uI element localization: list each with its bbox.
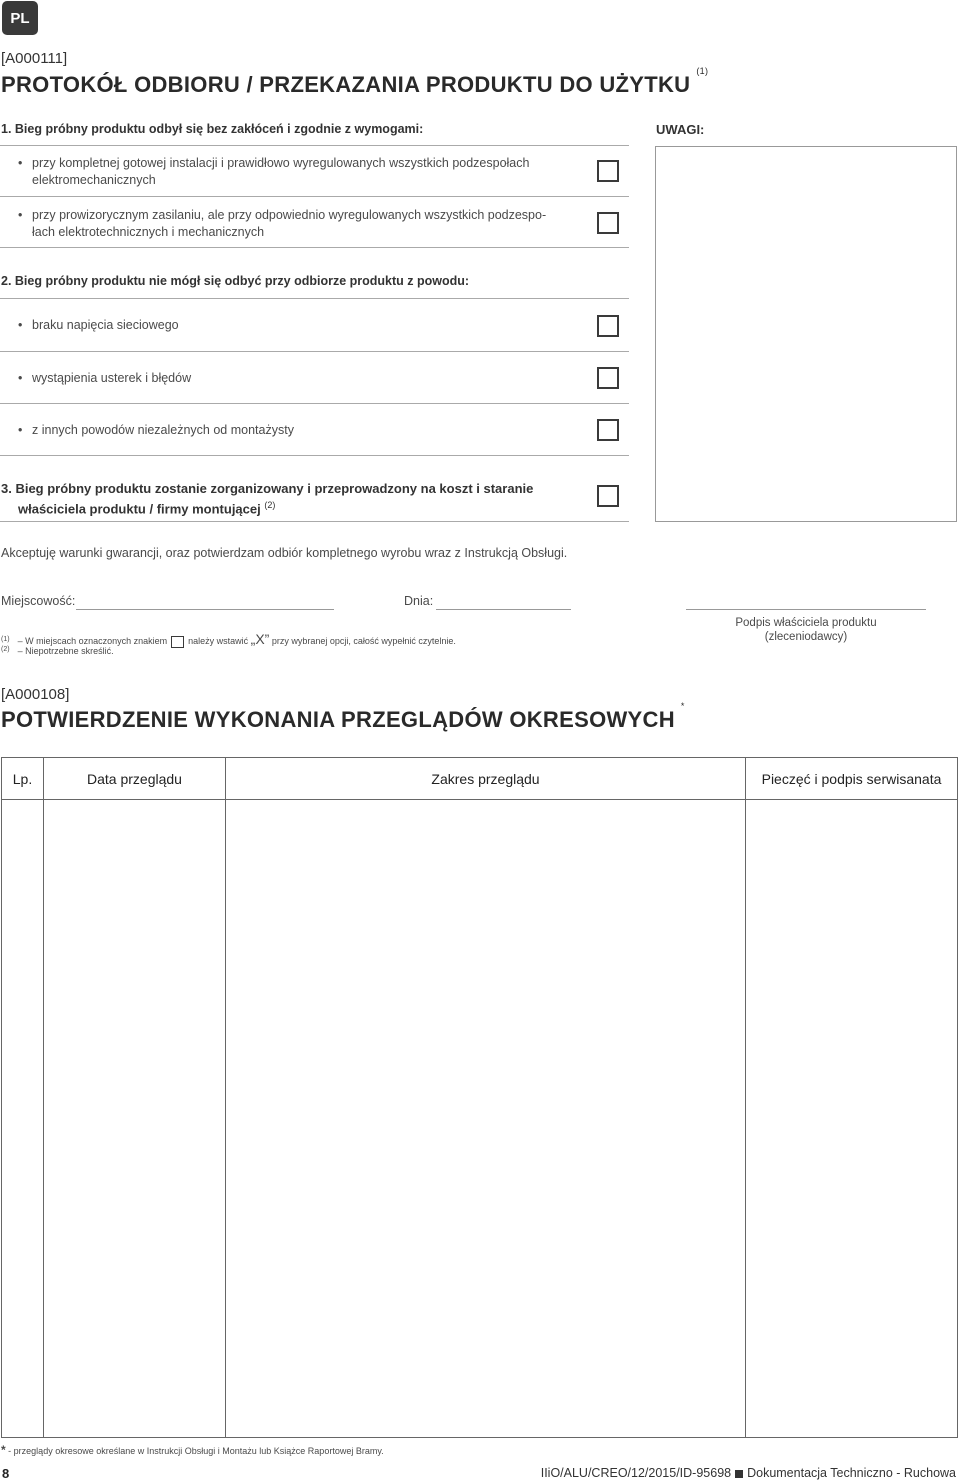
cell-stamp-signature[interactable] — [746, 800, 958, 1438]
signature-caption — [686, 616, 926, 644]
part2-item-3 — [18, 422, 294, 439]
part1-item-2-line2: łach elektrotechnicznych i mechanicznych — [32, 225, 265, 239]
divider — [0, 145, 629, 146]
document-code: IIiO/ALU/CREO/12/2015/ID-95698 — [540, 1466, 732, 1480]
bullet: • — [18, 318, 23, 332]
section2-title-ref: * — [680, 700, 685, 711]
remarks-field[interactable] — [655, 146, 957, 522]
column-header-date: Data przeglądu — [44, 758, 226, 800]
footnote-2-text: – Niepotrzebne skreślić. — [17, 646, 114, 656]
divider — [0, 351, 629, 352]
checkbox-part1-item-1[interactable] — [597, 160, 619, 182]
divider — [0, 403, 629, 404]
section1-code: [A000111] — [1, 50, 68, 67]
bullet: • — [18, 156, 23, 170]
signature-field[interactable] — [686, 609, 926, 610]
separator-square-icon — [735, 1470, 743, 1478]
checkbox-part3[interactable] — [597, 485, 619, 507]
part1-item-1-line1: przy kompletnej gotowej instalacji i prawidłowo wyregulowanych wszystkich podzespołach — [32, 156, 530, 170]
divider — [0, 247, 629, 248]
section2-code: [A000108] — [1, 686, 70, 703]
part2-item-3-text: z innych powodów niezależnych od montażysty — [32, 423, 294, 437]
part1-item-1-line2: elektromechanicznych — [32, 173, 156, 187]
place-field[interactable] — [76, 609, 334, 610]
table-row — [2, 800, 958, 1438]
part2-item-2-text: wystąpienia usterek i błędów — [32, 371, 192, 385]
part3-text — [1, 480, 533, 517]
bottom-footnote — [1, 1443, 384, 1457]
signature-caption-line1: Podpis właściciela produktu — [735, 617, 877, 629]
cell-number[interactable] — [2, 800, 44, 1438]
part1-heading: 1. Bieg próbny produktu odbył się bez zakłóceń i zgodnie z wymogami: — [1, 122, 424, 136]
part2-item-2 — [18, 370, 191, 387]
footnote-1-part2: należy wstawić — [188, 636, 249, 646]
table-header-row — [2, 758, 958, 800]
inspection-table — [1, 757, 958, 1438]
checkbox-part1-item-2[interactable] — [597, 212, 619, 234]
part1-item-2 — [18, 207, 588, 241]
footnote-2-number: (2) — [1, 646, 10, 653]
cell-date[interactable] — [44, 800, 226, 1438]
footnote-1-x-mark: „X” — [250, 631, 270, 647]
language-badge: PL — [2, 1, 38, 35]
date-label: Dnia: — [404, 594, 434, 608]
checkbox-part2-item-2[interactable] — [597, 367, 619, 389]
part1-item-1 — [18, 155, 588, 189]
bullet: • — [18, 423, 23, 437]
column-header-scope: Zakres przeglądu — [226, 758, 746, 800]
remarks-label: UWAGI: — [656, 122, 705, 137]
bullet: • — [18, 208, 23, 222]
footnote-1-part1: – W miejscach oznaczonych znakiem — [17, 636, 168, 646]
section2-title-text: POTWIERDZENIE WYKONANIA PRZEGLĄDÓW OKRESOWYCH — [1, 707, 675, 732]
page-number: 8 — [2, 1466, 10, 1481]
bullet: • — [18, 371, 23, 385]
divider — [0, 298, 629, 299]
section1-title-text: PROTOKÓŁ ODBIORU / PRZEKAZANIA PRODUKTU DO UŻYTKU — [1, 72, 691, 97]
part3-ref: (2) — [264, 500, 276, 510]
bottom-footnote-star: * — [1, 1443, 6, 1457]
date-field[interactable] — [436, 609, 571, 610]
cell-scope[interactable] — [226, 800, 746, 1438]
section1-title-ref: (1) — [696, 65, 709, 76]
acceptance-statement: Akceptuję warunki gwarancji, oraz potwierdzam odbiór kompletnego wyrobu wraz z Instrukcją Obsługi. — [1, 546, 568, 560]
document-footer — [541, 1466, 956, 1480]
column-header-stamp-signature: Pieczęć i podpis serwisanata — [746, 758, 958, 800]
footnote-1-part3: przy wybranej opcji, całość wypełnić czytelnie. — [271, 636, 456, 646]
part2-item-1 — [18, 317, 179, 334]
place-label: Miejscowość: — [1, 594, 76, 608]
checkbox-part2-item-3[interactable] — [597, 419, 619, 441]
section1-title — [1, 65, 709, 98]
checkbox-part2-item-1[interactable] — [597, 315, 619, 337]
section2-title — [1, 700, 685, 733]
divider — [0, 521, 629, 522]
column-header-number: Lp. — [2, 758, 44, 800]
divider — [0, 196, 629, 197]
part2-heading: 2. Bieg próbny produktu nie mógł się odbyć przy odbiorze produktu z powodu: — [1, 274, 470, 288]
footnote-2 — [1, 646, 114, 656]
part3-line2-wrap — [18, 497, 533, 517]
part1-item-2-line1: przy prowizorycznym zasilaniu, ale przy odpowiednio wyregulowanych wszystkich podzespo- — [32, 208, 547, 222]
divider — [0, 455, 629, 456]
footnote-1-number: (1) — [1, 636, 10, 643]
bottom-footnote-text: - przeglądy okresowe określane w Instrukcji Obsługi i Montażu lub Książce Raportowej Bramy. — [5, 1446, 384, 1456]
part3-line1: 3. Bieg próbny produktu zostanie zorganizowany i przeprowadzony na koszt i staranie — [1, 481, 534, 496]
checkbox-symbol-icon — [171, 636, 184, 648]
part3-line2: właściciela produktu / firmy montującej — [18, 501, 261, 517]
signature-caption-line2: (zleceniodawcy) — [764, 631, 848, 643]
document-type: Dokumentacja Techniczno - Ruchowa — [747, 1466, 956, 1480]
part2-item-1-text: braku napięcia sieciowego — [32, 318, 179, 332]
